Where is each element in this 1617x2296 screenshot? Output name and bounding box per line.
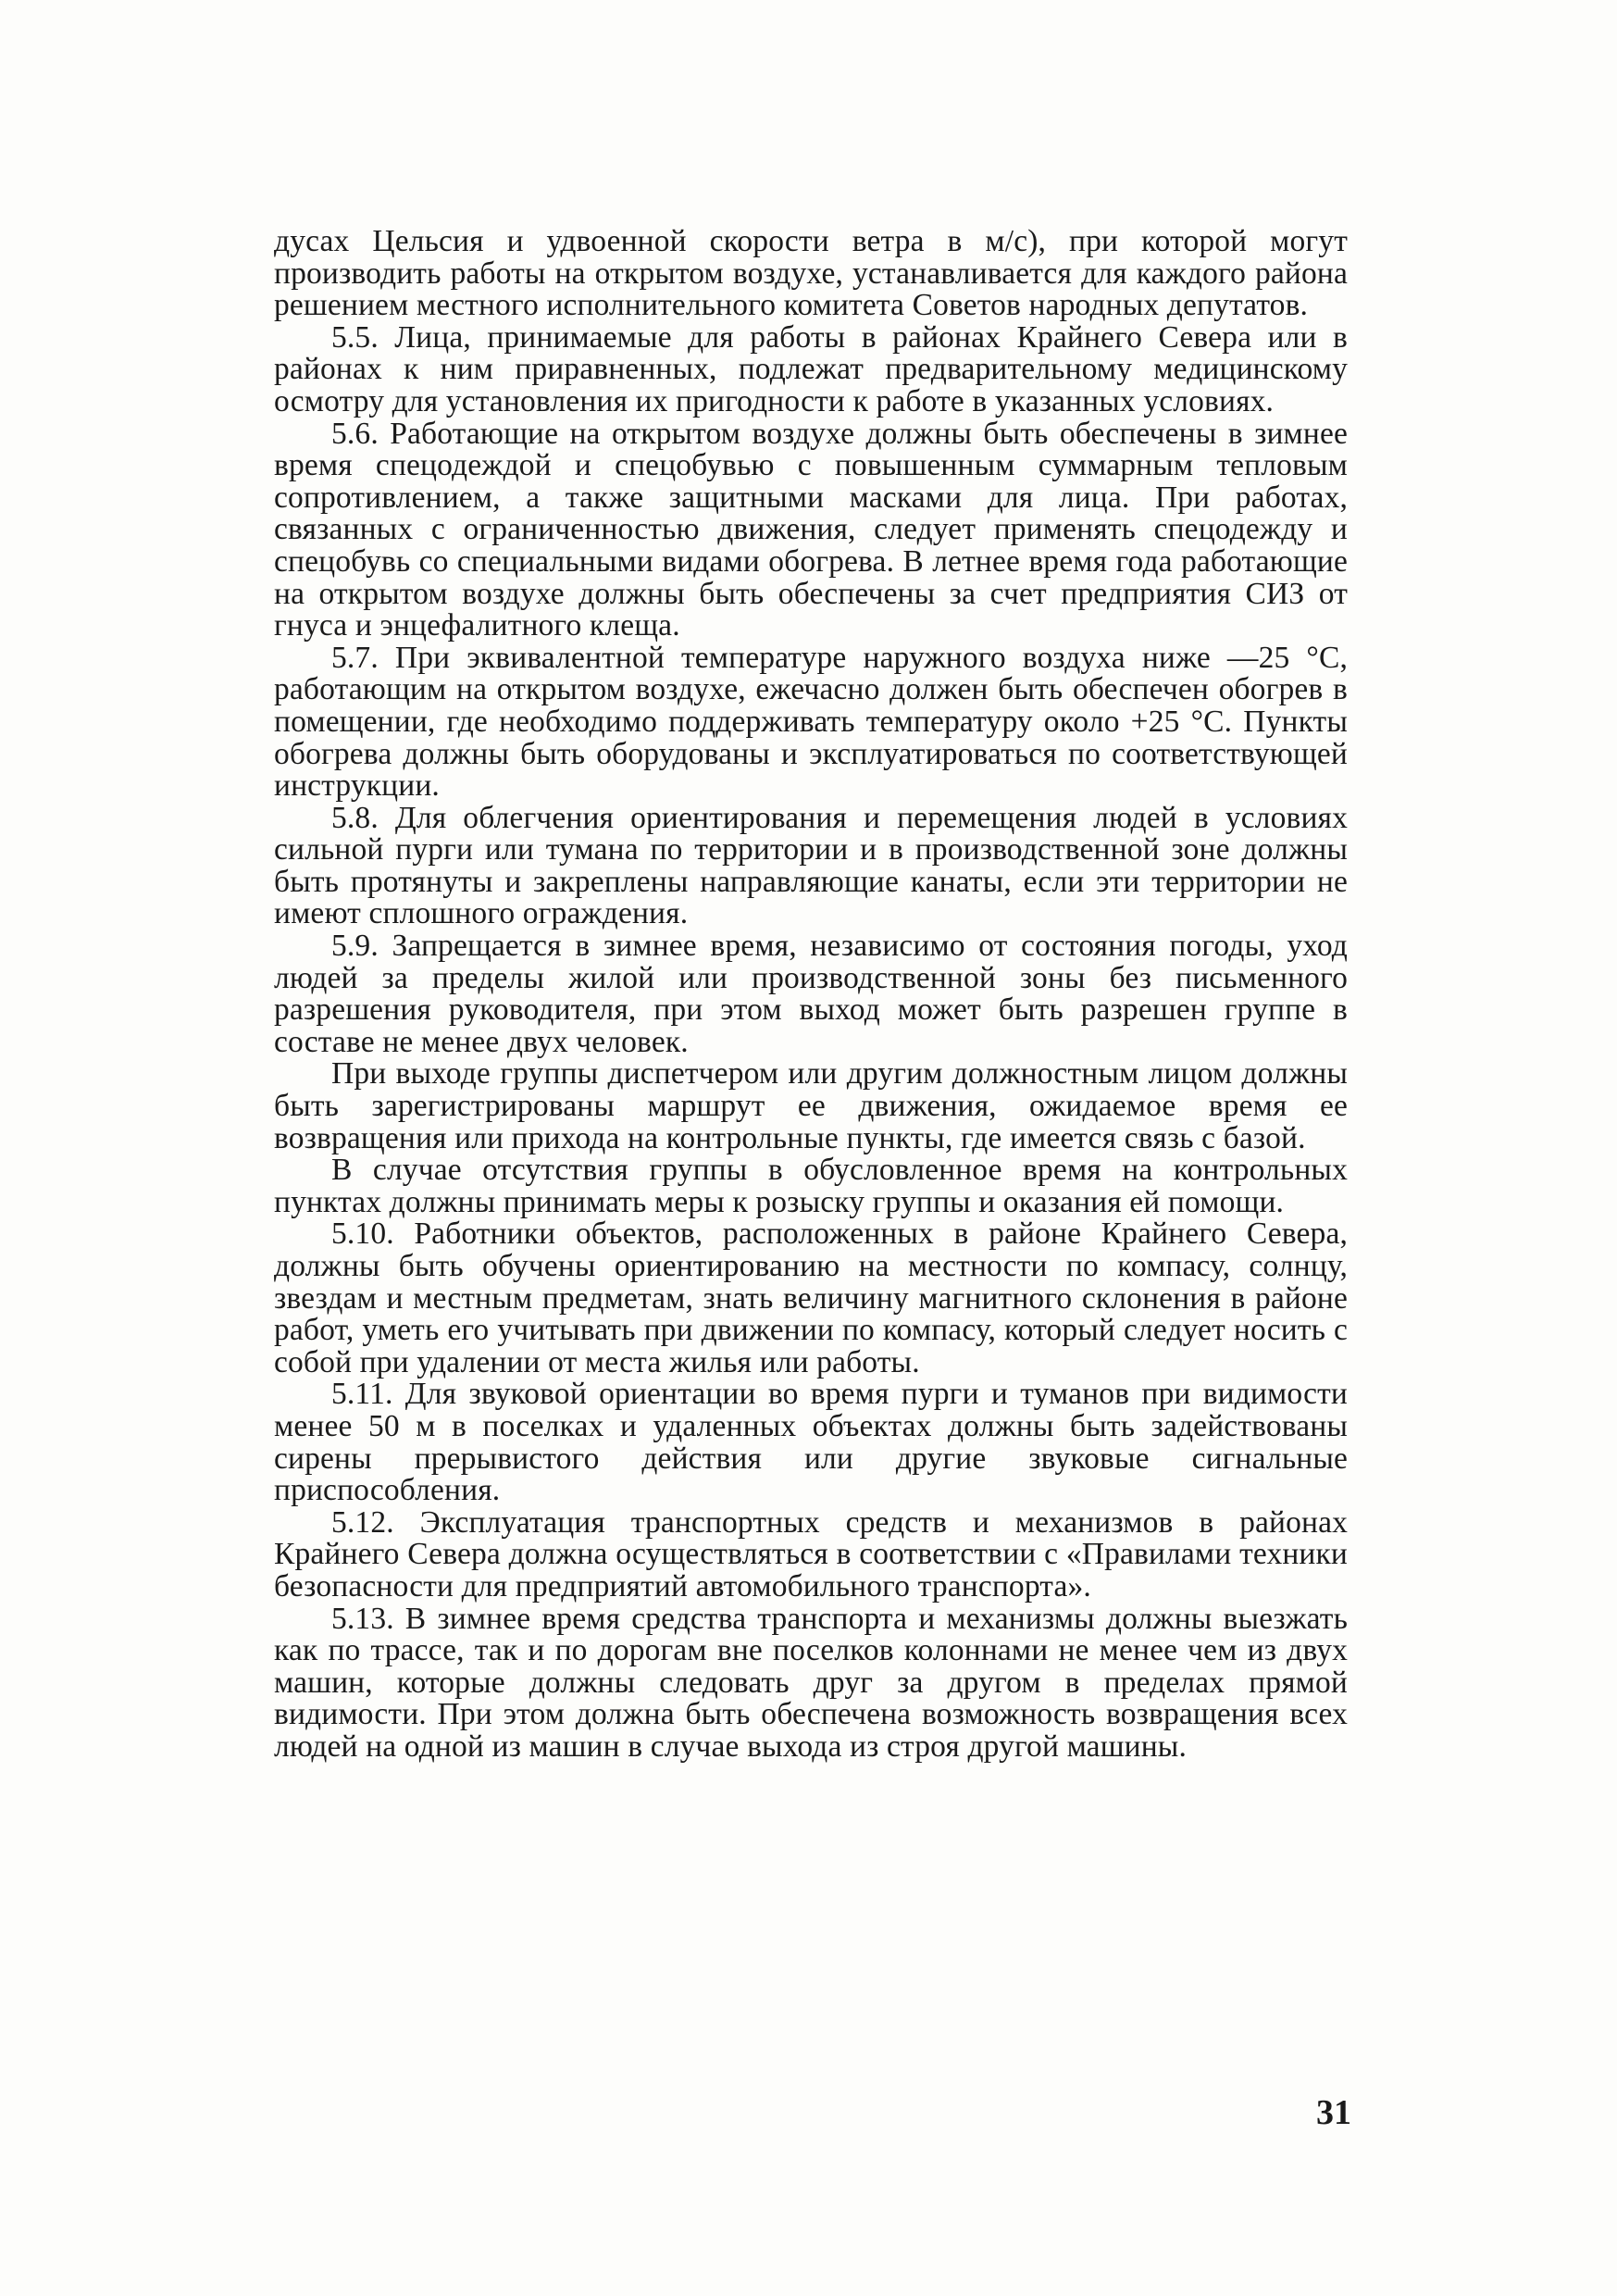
page-number: 31 [1316, 2093, 1351, 2132]
paragraph-5-7: 5.7. При эквивалентной температуре наружного воздуха ниже —25 °С, работающим на открытом воздухе, ежечасно должен быть обеспечен обогрев в помещении, где необходимо поддерживать температуру около +25 °С. Пункты обогрева должны быть оборудованы и эксплуатироваться по соответствующей инструкции. [274, 640, 1348, 804]
body-text [274, 226, 1348, 1764]
paragraph-group-registration: При выходе группы диспетчером или другим должностным лицом должны быть зарегистрированы маршрут ее движения, ожидаемое время ее возвращения или прихода на контрольные пункты, где имеется связь с базой. [274, 1056, 1348, 1155]
paragraph-continuation: дусах Цельсия и удвоенной скорости ветра в м/с), при которой могут производить работы на открытом воздухе, устанавливается для каждого района решением местного исполнительного комитета Советов народных депутатов. [274, 224, 1348, 323]
paragraph-5-11: 5.11. Для звуковой ориентации во время пурги и туманов при видимости менее 50 м в поселках и удаленных объектах должны быть задействованы сирены прерывистого действия или другие звуковые сигнальные приспособления. [274, 1377, 1348, 1508]
paragraph-group-search: В случае отсутствия группы в обусловленное время на контрольных пунктах должны принимать меры к розыску группы и оказания ей помощи. [274, 1153, 1348, 1219]
paragraph-5-6: 5.6. Работающие на открытом воздухе должны быть обеспечены в зимнее время спецодеждой и спецобувью с повышенным суммарным тепловым сопротивлением, а также защитными масками для лица. При работах, связанных с ограниченностью движения, следует применять спецодежду и спецобувь со специальными видами обогрева. В летнее время года работающие на открытом воздухе должны быть обеспечены за счет предприятия СИЗ от гнуса и энцефалитного клеща. [274, 416, 1348, 643]
paragraph-5-12: 5.12. Эксплуатация транспортных средств и механизмов в районах Крайнего Севера должна осуществляться в соответствии с «Правилами техники безопасности для предприятий автомобильного транспорта». [274, 1504, 1348, 1603]
paragraph-5-5: 5.5. Лица, принимаемые для работы в районах Крайнего Севера или в районах к ним приравненных, подлежат предварительному медицинскому осмотру для установления их пригодности к работе в указанных условиях. [274, 319, 1348, 418]
paragraph-5-9: 5.9. Запрещается в зимнее время, независимо от состояния погоды, уход людей за пределы жилой или производственной зоны без письменного разрешения руководителя, при этом выход может быть разрешен группе в составе не менее двух человек. [274, 929, 1348, 1059]
paragraph-5-8: 5.8. Для облегчения ориентирования и перемещения людей в условиях сильной пурги или тумана по территории и в производственной зоне должны быть протянуты и закреплены направляющие канаты, если эти территории не имеют сплошного ограждения. [274, 800, 1348, 931]
paragraph-5-13: 5.13. В зимнее время средства транспорта и механизмы должны выезжать как по трассе, так и по дорогам вне поселков колоннами не менее чем из двух машин, которые должны следовать друг за другом в пределах прямой видимости. При этом должна быть обеспечена возможность возвращения всех людей на одной из машин в случае выхода из строя другой машины. [274, 1601, 1348, 1764]
paragraph-5-10: 5.10. Работники объектов, расположенных в районе Крайнего Севера, должны быть обучены ориентированию на местности по компасу, солнцу, звездам и местным предметам, знать величину магнитного склонения в районе работ, уметь его учитывать при движении по компасу, который следует носить с собой при удалении от места жилья или работы. [274, 1217, 1348, 1379]
